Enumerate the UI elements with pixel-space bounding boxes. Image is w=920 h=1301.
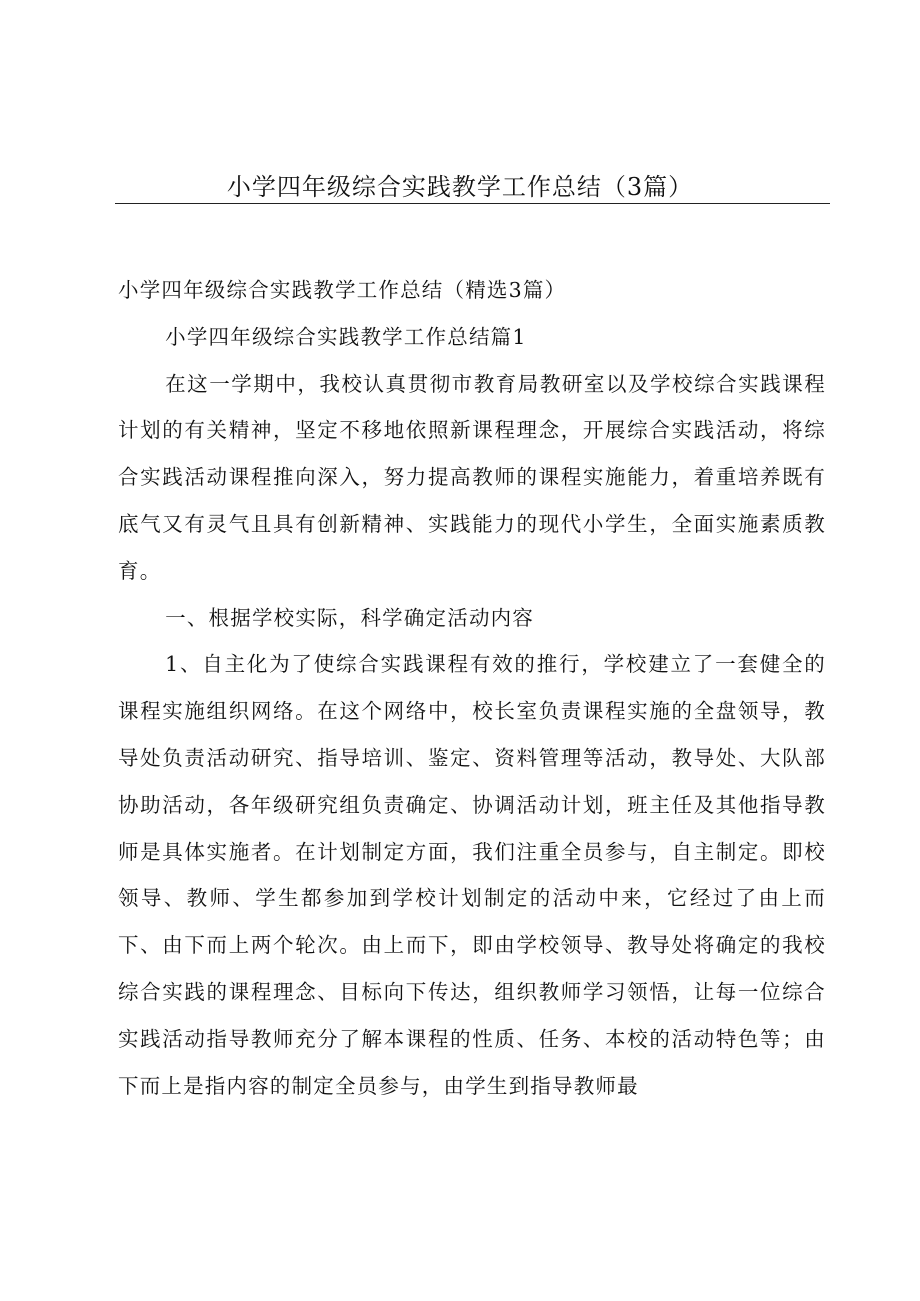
section-heading: 一、根据学校实际，科学确定活动内容 bbox=[165, 605, 535, 630]
document-body bbox=[118, 267, 826, 1109]
body-paragraph: 在这一学期中，我校认真贯彻市教育局教研室以及学校综合实践课程计划的有关精神，坚定不移地依照新课程理念，开展综合实践活动，将综合实践活动课程推向深入，努力提高教师的课程实施能力，着重培养既有底气又有灵气且具有创新精神、实践能力的现代小学生，全面实施素质教育。 bbox=[118, 371, 826, 583]
body-paragraph: 1、自主化为了使综合实践课程有效的推行，学校建立了一套健全的课程实施组织网络。在这个网络中，校长室负责课程实施的全盘领导，教导处负责活动研究、指导培训、鉴定、资料管理等活动，教导处、大队部协助活动，各年级研究组负责确定、协调活动计划，班主任及其他指导教师是具体实施者。在计划制定方面，我们注重全员参与，自主制定。即校领导、教师、学生都参加到学校计划制定的活动中来，它经过了由上而下、由下而上两个轮次。由上而下，即由学校领导、教导处将确定的我校综合实践的课程理念、目标向下传达，组织教师学习领悟，让每一位综合实践活动指导教师充分了解本课程的性质、任务、本校的活动特色等；由下而上是指内容的制定全员参与，由学生到指导教师最 bbox=[118, 652, 826, 1098]
document-subtitle: 小学四年级综合实践教学工作总结（精选3篇） bbox=[118, 278, 567, 302]
header-divider bbox=[115, 203, 830, 204]
section-title: 小学四年级综合实践教学工作总结篇1 bbox=[165, 324, 527, 349]
document-header-title: 小学四年级综合实践教学工作总结（3篇） bbox=[226, 173, 694, 201]
